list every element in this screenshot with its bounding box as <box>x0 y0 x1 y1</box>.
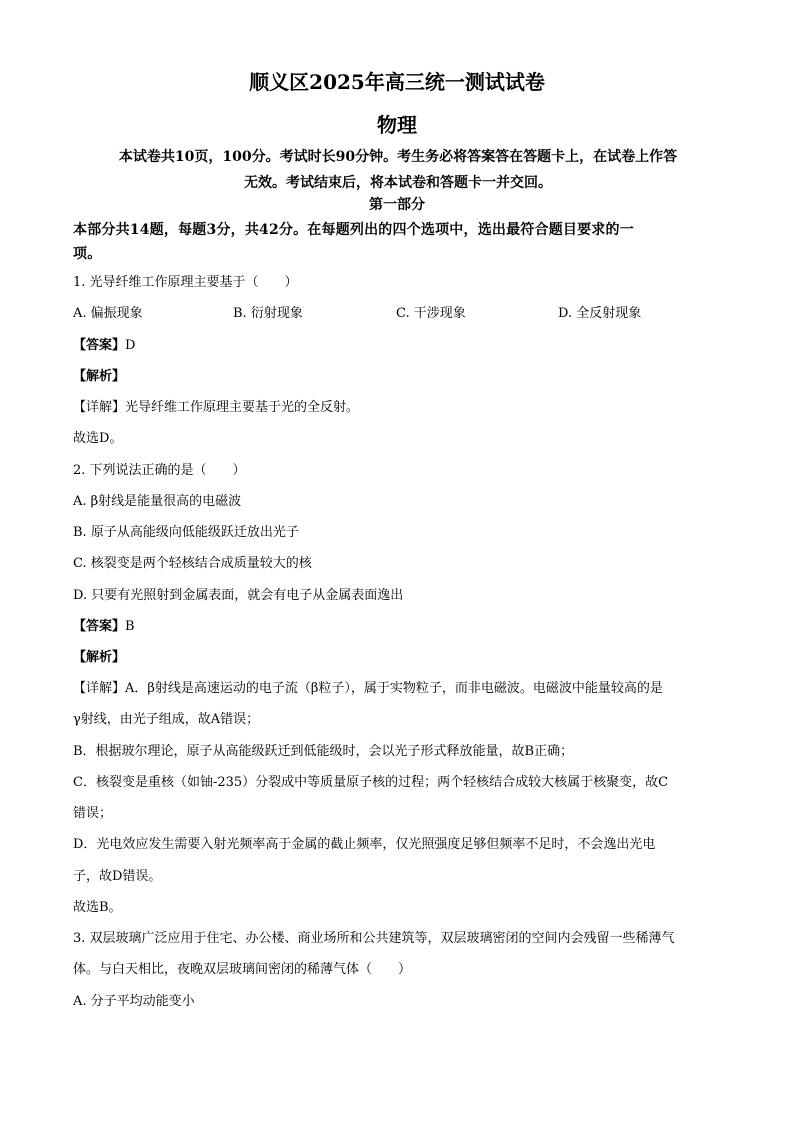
answer-tag: 【答案】 <box>73 619 126 634</box>
q1-stem: 1. 光导纤维工作原理主要基于（ ） <box>73 275 298 290</box>
q2-detail-line-7: 子，故D错误。 <box>73 869 162 884</box>
q2-option-a: A. β射线是能量很高的电磁波 <box>73 494 242 509</box>
instructions-line-2: 无效。考试结束后，将本试卷和答题卡一并交回。 <box>244 175 552 191</box>
exam-instructions <box>74 144 722 196</box>
q2-detail-line-2: γ射线，由光子组成，故A错误； <box>73 712 260 727</box>
q2-option-d: D. 只要有光照射到金属表面，就会有电子从金属表面逸出 <box>73 588 404 603</box>
exam-title: 顺义区2025年高三统一测试试卷 <box>249 70 545 94</box>
q2-detail-line-6: D．光电效应发生需要入射光频率高于金属的截止频率，仅光照强度足够但频率不足时，不会逸出光电 <box>73 837 656 852</box>
detail-text: A．β射线是高速运动的电子流（β粒子），属于实物粒子，而非电磁波。电磁波中能量较高的是 <box>125 681 663 696</box>
q3-stem-line-1: 3. 双层玻璃广泛应用于住宅、办公楼、商业场所和公共建筑等，双层玻璃密闭的空间内会残留一些稀薄气 <box>73 931 675 946</box>
q1-option-d: D. 全反射现象 <box>558 306 642 321</box>
q1-option-c: C. 干涉现象 <box>396 306 466 321</box>
subject-title: 物理 <box>377 113 417 137</box>
q1-conclusion: 故选D。 <box>73 431 123 446</box>
q2-option-c: C. 核裂变是两个轻核结合成质量较大的核 <box>73 556 312 571</box>
answer-value: B <box>125 619 135 634</box>
part-one-title: 第一部分 <box>369 197 425 213</box>
part-desc-line-2: 项。 <box>73 246 102 262</box>
q2-analysis-tag: 【解析】 <box>73 650 126 665</box>
q2-stem: 2. 下列说法正确的是（ ） <box>73 463 246 478</box>
detail-tag: 【详解】 <box>73 400 126 415</box>
detail-text: 光导纤维工作原理主要基于光的全反射。 <box>125 400 360 415</box>
q2-detail-line-4: C．核裂变是重核（如铀-235）分裂成中等质量原子核的过程；两个轻核结合成较大核属于核聚变，故C <box>73 775 669 790</box>
instructions-line-1: 本试卷共10页，100分。考试时长90分钟。考生务必将答案答在答题卡上，在试卷上作答 <box>118 149 678 165</box>
answer-value: D <box>125 338 136 353</box>
q1-option-a: A. 偏振现象 <box>73 306 143 321</box>
q3-option-a: A. 分子平均动能变小 <box>73 994 195 1009</box>
q2-detail-line-1 <box>73 679 723 699</box>
q1-analysis-tag: 【解析】 <box>73 369 126 384</box>
q2-answer <box>73 617 723 637</box>
q3-stem-line-2: 体。与白天相比，夜晚双层玻璃间密闭的稀薄气体（ ） <box>73 962 412 977</box>
q1-answer <box>73 336 723 356</box>
part-desc-line-1: 本部分共14题，每题3分，共42分。在每题列出的四个选项中，选出最符合题目要求的一 <box>73 222 634 238</box>
q2-option-b: B. 原子从高能级向低能级跃迁放出光子 <box>73 525 299 540</box>
detail-tag: 【详解】 <box>73 681 126 696</box>
q2-detail-line-3: B．根据玻尔理论，原子从高能级跃迁到低能级时，会以光子形式释放能量，故B正确； <box>73 744 574 759</box>
q2-conclusion: 故选B。 <box>73 900 122 915</box>
q2-detail-line-5: 错误； <box>73 806 113 821</box>
part-one-description <box>73 218 723 266</box>
answer-tag: 【答案】 <box>73 338 126 353</box>
q1-detail <box>73 398 723 418</box>
q1-option-b: B. 衍射现象 <box>233 306 303 321</box>
